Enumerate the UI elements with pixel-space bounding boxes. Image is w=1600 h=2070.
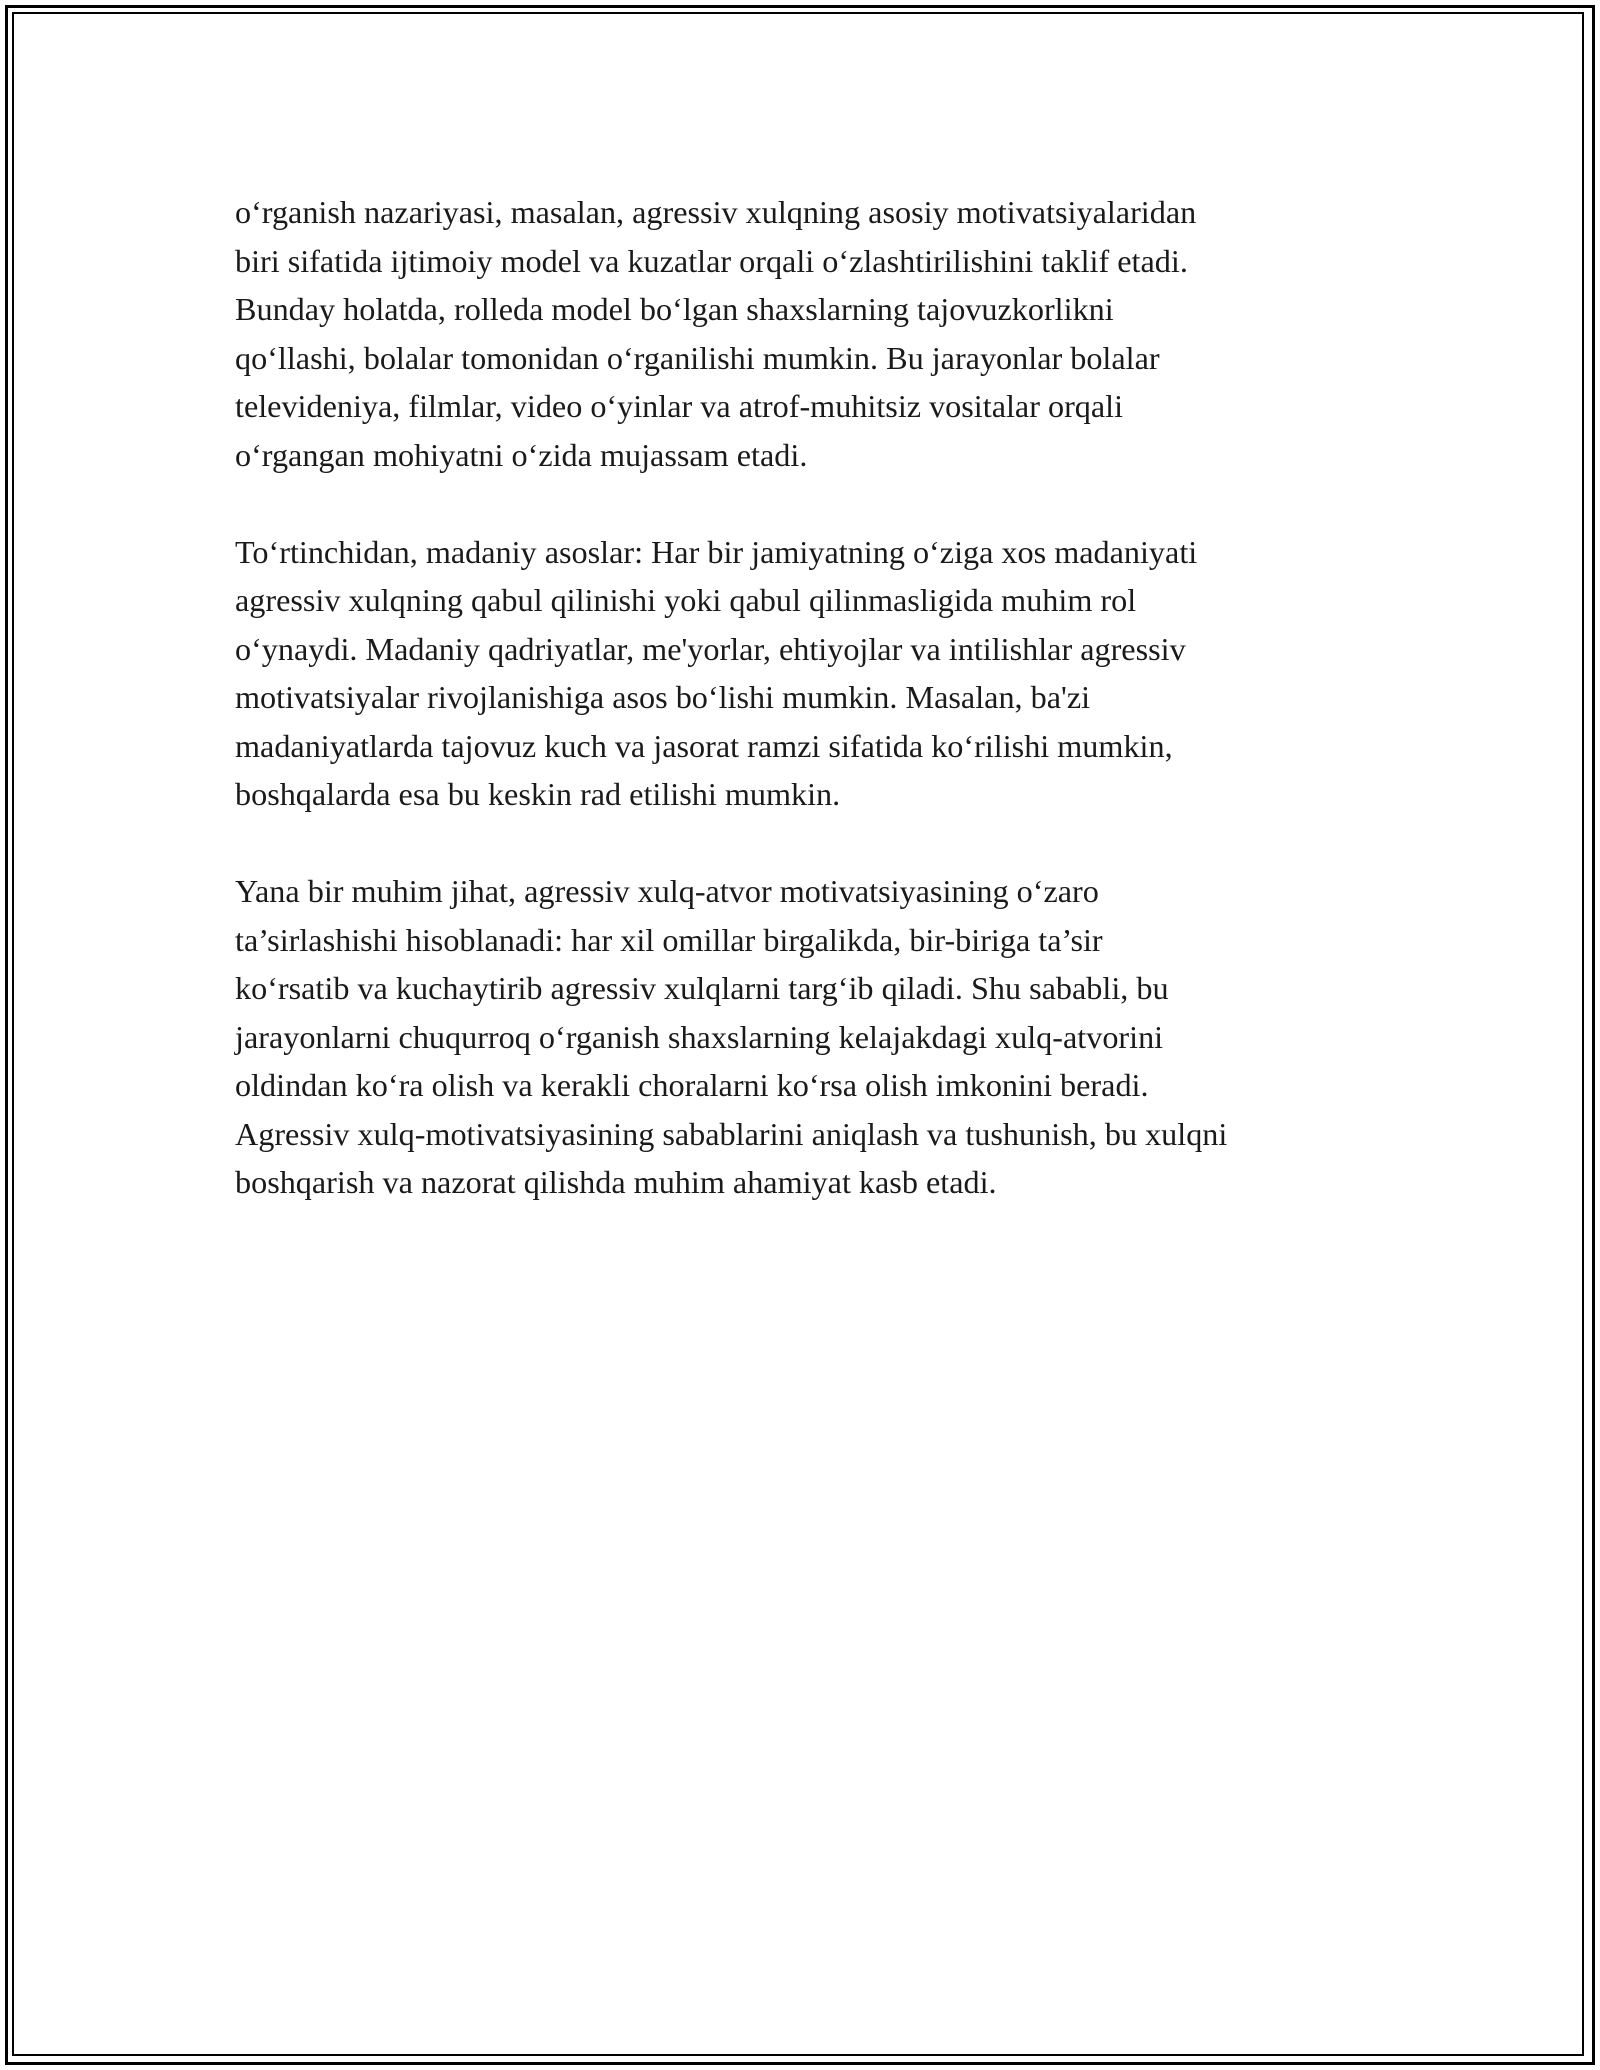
paragraph-line: ko‘rsatib va kuchaytirib agressiv xulqlarni targ‘ib qiladi. Shu sababli, bu (235, 970, 1169, 1006)
paragraph-line: boshqalarda esa bu keskin rad etilishi mumkin. (235, 776, 841, 812)
paragraph-line: Agressiv xulq-motivatsiyasining sabablarini aniqlash va tushunish, bu xulqni (235, 1115, 1228, 1152)
paragraph-line: madaniyatlarda tajovuz kuch va jasorat ramzi sifatida ko‘rilishi mumkin, (235, 727, 1173, 764)
paragraph-line: To‘rtinchidan, madaniy asoslar: Har bir jamiyatning o‘ziga xos madaniyati (235, 533, 1198, 570)
paragraph-line: Bunday holatda, rolleda model bo‘lgan shaxslarning tajovuzkorlikni (235, 291, 1114, 327)
paragraph-line: motivatsiyalar rivojlanishiga asos bo‘lishi mumkin. Masalan, ba'zi (235, 679, 1091, 715)
paragraph-line: o‘rganish nazariyasi, masalan, agressiv xulqning asosiy motivatsiyalaridan (235, 194, 1197, 230)
document-body (235, 188, 1385, 1255)
paragraph-line: jarayonlarni chuqurroq o‘rganish shaxslarning kelajakdagi xulq-atvorini (235, 1018, 1164, 1055)
paragraph-line: o‘rgangan mohiyatni o‘zida mujassam etadi. (235, 436, 808, 473)
paragraph-line: qo‘llashi, bolalar tomonidan o‘rganilishi mumkin. Bu jarayonlar bolalar (235, 339, 1160, 376)
paragraph-line: oldindan ko‘ra olish va kerakli choralarni ko‘rsa olish imkonini beradi. (235, 1067, 1149, 1103)
paragraph-line: Yana bir muhim jihat, agressiv xulq-atvor motivatsiyasining o‘zaro (235, 873, 1099, 909)
paragraph-line: boshqarish va nazorat qilishda muhim ahamiyat kasb etadi. (235, 1164, 997, 1200)
paragraph-1 (235, 188, 1385, 479)
paragraph-line: o‘ynaydi. Madaniy qadriyatlar, me'yorlar, ehtiyojlar va intilishlar agressiv (235, 630, 1186, 667)
paragraph-3 (235, 867, 1385, 1207)
paragraph-line: televideniya, filmlar, video o‘yinlar va atrof-muhitsiz vositalar orqali (235, 388, 1124, 424)
paragraph-line: ta’sirlashishi hisoblanadi: har xil omillar birgalikda, bir-biriga ta’sir (235, 921, 1103, 958)
paragraph-line: agressiv xulqning qabul qilinishi yoki qabul qilinmasligida muhim rol (235, 582, 1137, 618)
paragraph-2 (235, 528, 1385, 819)
paragraph-line: biri sifatida ijtimoiy model va kuzatlar orqali o‘zlashtirilishini taklif etadi. (235, 242, 1188, 279)
